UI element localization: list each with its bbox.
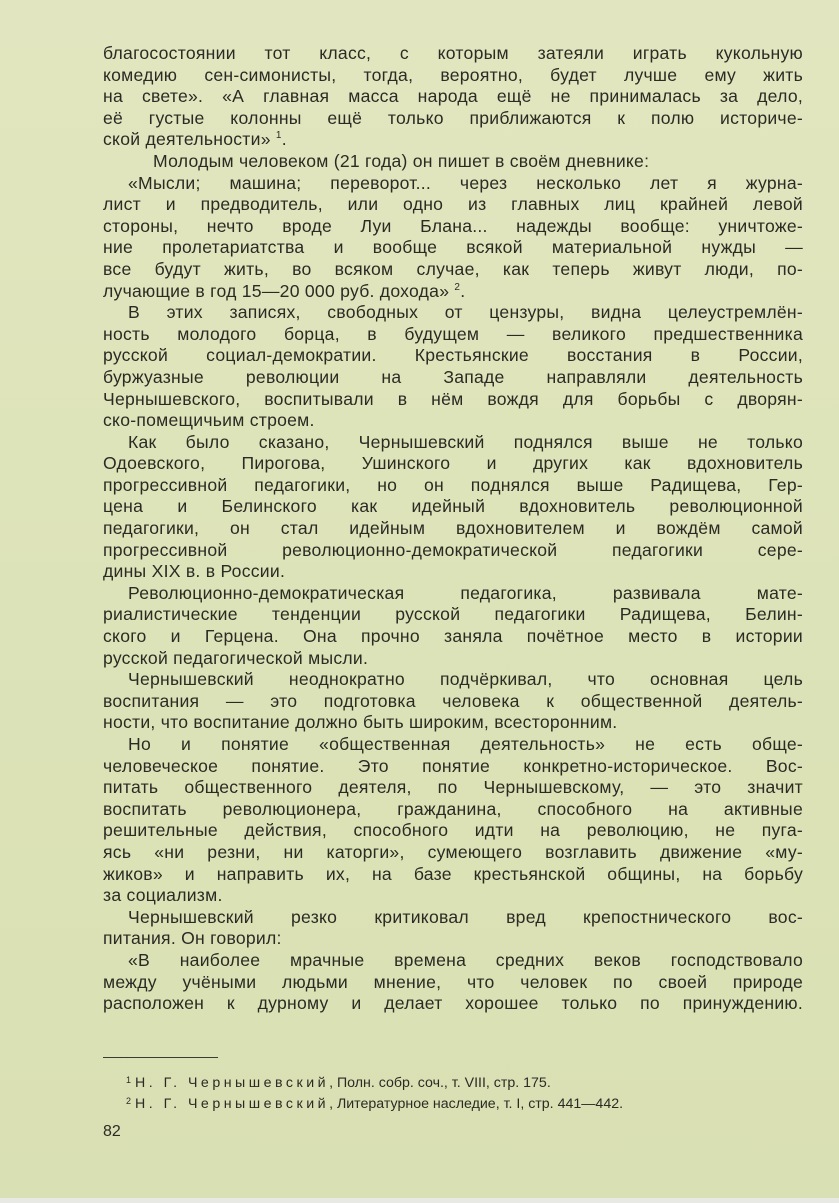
paragraph-4	[103, 302, 803, 432]
text-line: Чернышевский резко критиковал вред крепостнического вос-	[128, 906, 803, 927]
text-line: все будут жить, во всяком случае, как теперь живут люди, по-	[103, 258, 803, 279]
text-line: буржуазные революции на Западе направляли деятельность	[103, 366, 803, 387]
paragraph-5	[103, 432, 803, 583]
footnotes	[126, 1071, 786, 1113]
scan-edge	[0, 1198, 839, 1203]
text-line: ности, что воспитание должно быть широким, всесторонним.	[103, 712, 618, 733]
footnote-ref-2[interactable]: 2	[454, 281, 461, 293]
text-line: на свете». «А главная масса народа ещё не принималась за дело,	[103, 86, 803, 107]
text-line: решительные действия, способного идти на революцию, не пуга-	[103, 820, 803, 841]
text-line: риалистические тенденции русской педагогики Радищева, Белин-	[103, 604, 803, 625]
text-line: Революционно-демократическая педагогика, развивала мате-	[128, 582, 803, 603]
text-line: русской социал-демократии. Крестьянские восстания в России,	[103, 345, 803, 366]
footnote-number: 2	[126, 1096, 132, 1106]
text-line: Чернышевского, воспитывали в нём вождя для борьбы с дворян-	[103, 388, 803, 409]
paragraph-6	[103, 583, 803, 669]
text-line: питать общественного деятеля, по Чернышевскому, — это значит	[103, 777, 803, 798]
text-line: лучающие в год 15—20 000 руб. дохода» $^2$.	[103, 280, 466, 301]
text-line: воспитания — это подготовка человека к общественной деятель-	[103, 690, 803, 711]
footnote-ref-1[interactable]: 1	[275, 130, 282, 142]
text-line: ской деятельности» $^1$.	[103, 129, 287, 150]
paragraph-10-quote	[103, 950, 803, 1015]
text-line: «Мысли; машина; переворот... через несколько лет я журна-	[128, 172, 803, 193]
text-line: жиков» и направить их, на базе крестьянской общины, на борьбу	[103, 863, 803, 884]
text-line: Как было сказано, Чернышевский поднялся выше не только	[128, 431, 803, 452]
text-line: Но и понятие «общественная деятельность» не есть обще-	[128, 734, 803, 754]
paragraph-8	[103, 734, 803, 907]
text-line: русской педагогической мысли.	[103, 647, 369, 668]
footnote-2	[126, 1092, 786, 1113]
text-line: её густые колонны ещё только приближаются к полю историче-	[103, 107, 803, 128]
footnote-text: , Литературное наследие, т. I, стр. 441—442.	[329, 1096, 624, 1112]
text-line: ние пролетариатства и вообще всякой материальной нужды —	[103, 237, 803, 258]
text-line: ско-помещичьим строем.	[103, 410, 315, 431]
text-line: В этих записях, свободных от цензуры, видна целеустремлён-	[128, 302, 803, 323]
text-line: ность молодого борца, в будущем — великого предшественника	[103, 323, 803, 344]
text-line: человеческое понятие. Это понятие конкретно-историческое. Вос-	[103, 755, 803, 776]
footnote-separator	[103, 1057, 218, 1058]
page-number: 82	[103, 1123, 121, 1140]
text-line: комедию сен-симонисты, тогда, вероятно, будет лучше ему жить	[103, 64, 803, 85]
text-line: Чернышевский неоднократно подчёркивал, что основная цель	[128, 669, 803, 690]
paragraph-9	[103, 907, 803, 950]
paragraph-1	[103, 43, 803, 151]
text-line: прогрессивной педагогики, но он поднялся выше Радищева, Гер-	[103, 474, 803, 495]
text-line: ясь «ни резни, ни каторги», сумеющего возглавить движение «му-	[103, 841, 803, 862]
text-line: питания. Он говорил:	[103, 928, 282, 949]
footnote-text: , Полн. собр. соч., т. VIII, стр. 175.	[329, 1075, 551, 1091]
body-text	[103, 43, 803, 1015]
text-line: дины XIX в. в России.	[103, 561, 286, 582]
text-line: лист и предводитель, или одно из главных лиц крайней левой	[103, 194, 803, 215]
text-line: Молодым человеком (21 года) он пишет в своём дневнике:	[153, 150, 650, 171]
footnote-number: 1	[126, 1075, 132, 1085]
paragraph-2	[103, 151, 803, 173]
text-line: прогрессивной революционно-демократической педагогики сере-	[103, 539, 803, 560]
text-line: «В наиболее мрачные времена средних веков господствовало	[128, 949, 803, 970]
text-line: между учёными людьми мнение, что человек по своей природе	[103, 971, 803, 992]
footnote-1	[126, 1071, 786, 1092]
text-line: ского и Герцена. Она прочно заняла почётное место в истории	[103, 626, 803, 647]
paragraph-3-quote	[103, 173, 803, 303]
text-line: за социализм.	[103, 885, 223, 906]
text-line: Одоевского, Пирогова, Ушинского и других как вдохновитель	[103, 453, 803, 474]
text-line: расположен к дурному и делает хорошее только по принуждению.	[103, 993, 803, 1014]
text-line: стороны, нечто вроде Луи Блана... надежды вообще: уничтоже-	[103, 215, 803, 236]
footnote-author: Н. Г. Чернышевский	[135, 1075, 330, 1091]
text-line: благосостоянии тот класс, с которым затеяли играть кукольную	[103, 43, 803, 63]
footnote-author: Н. Г. Чернышевский	[135, 1096, 330, 1112]
paragraph-7	[103, 669, 803, 734]
text-line: воспитать революционера, гражданина, способного на активные	[103, 798, 803, 819]
text-line: педагогики, он стал идейным вдохновителем и вождём самой	[103, 518, 803, 539]
text-line: цена и Белинского как идейный вдохновитель революционной	[103, 496, 803, 517]
